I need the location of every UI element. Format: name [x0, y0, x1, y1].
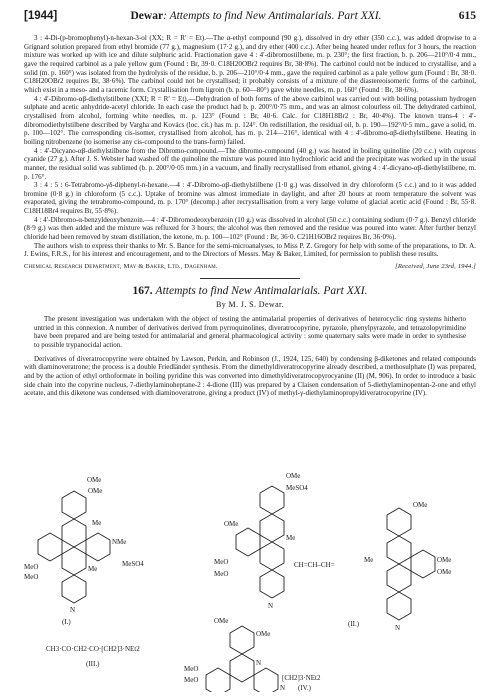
structure-I	[24, 476, 144, 626]
affiliation: Chemical Research Department, May & Baker, Ltd., Dagenham.	[24, 263, 218, 271]
byline: By M. J. S. Dewar.	[215, 300, 285, 310]
paragraph: 3 : 4 : 5 : 6-Tetrabromo-γδ-diphenyl-n-hexane.—4 : 4′-Dibromo-αβ-diethylstilbene (1·0 g.) was dissolved in dry chloroform (5 c.c.) and to it was added bromine (0·8 g.) in chloroform (5 c.c.). Uptake of bromine was almost immediate in daylight, and after 20 hours at room temperature the solvent was evaporated, giving the tetrabromo-compound, m. p. 170° (decomp.) after recrystallisation from a very large volume of glacial acetic acid (Found : Br, 55·8. C18H18Br4 requires Br, 55·8%).	[24, 181, 476, 216]
abstract	[34, 315, 466, 350]
structure-IV	[184, 617, 321, 692]
running-head-title	[66, 10, 446, 22]
meo-label: MeO	[24, 573, 39, 581]
ome-label: OMe	[88, 487, 103, 495]
ome-label: OMe	[214, 617, 229, 625]
running-head-year: [1944]	[24, 10, 58, 22]
section-divider	[200, 278, 300, 279]
ome-label: OMe	[87, 476, 102, 484]
n-label: N	[395, 624, 401, 632]
structure-II	[214, 472, 451, 632]
structure-label-II: (II.)	[348, 620, 360, 628]
meo-label: MeO	[24, 563, 39, 571]
me-label: Me	[364, 556, 374, 564]
side-chain-IV: [CH2]3·NEt2	[282, 674, 321, 682]
meo-label: MeO	[184, 676, 199, 684]
n-label: N	[70, 606, 76, 614]
meso4-label: MeSO4	[122, 560, 144, 568]
ome-label: OMe	[437, 568, 452, 576]
running-head	[24, 10, 476, 28]
meo-label: MeO	[214, 558, 229, 566]
acknowledgement-paragraph: The authors wish to express their thanks to Mr. S. Bance for the semi-microanalyses, to Miss P. Z. Gregory for help with some of the preparations, to Dr. A. J. Ewins, F.R.S., for his interest and encouragement, and to the Directors of Messrs. May & Baker, Limited, for permission to publish these results.	[24, 241, 476, 259]
n-label: N	[268, 602, 274, 610]
ome-label: OMe	[286, 472, 301, 480]
received-date: [Received, June 23rd, 1944.]	[395, 263, 476, 271]
chain-label: CH=CH–CH=	[294, 561, 335, 569]
me-label: Me	[88, 565, 98, 573]
experimental-section	[24, 34, 476, 259]
structure-label-III: (III.)	[86, 660, 100, 668]
n-label: N	[280, 684, 286, 692]
ome-label: OMe	[224, 520, 239, 528]
meso4-label: MeSO4	[286, 484, 308, 492]
ome-label: OMe	[437, 556, 452, 564]
affiliation-line	[24, 263, 476, 270]
nme-label: NMe	[112, 538, 127, 546]
intro-paragraph: Derivatives of diveratrocopyrine were obtained by Lawson, Perkin, and Robinson (J., 1924, 125, 640) by condensing β-diketones and related compounds with diaminoveratrone; the process is a double Friedländer synthesis. From the dimethyldiveratrocopyrine already described, a methosulphate (I) was prepared, and by the action of ethyl orthoformate in boiling pyridine this was converted into dimethyldiveratrocopyrocyanine (II) (M, 906). In order to introduce a basic side chain into the copyrine nucleus, 7-diethylaminoheptane-2 : 4-dione (III) was prepared by a Claisen condensation of 5-diethylaminopentan-2-one and ethyl acetate, and this diketone was condensed with diaminoveratrone, giving a product (IV) of methyl-γ-diethylaminopropyldiveratrocopyrine (IV).	[24, 354, 476, 398]
ome-label: OMe	[256, 630, 271, 638]
structures-svg	[24, 466, 476, 692]
meo-label: MeO	[184, 665, 199, 673]
chemical-structures	[24, 466, 476, 692]
journal-page	[24, 10, 476, 398]
meo-label: MeO	[214, 570, 229, 578]
structure-label-IV: (IV.)	[298, 684, 311, 692]
structure-label-I: (I.)	[62, 618, 71, 626]
formula-III: CH3·CO·CH2·CO·[CH2]3·NEt2	[46, 645, 140, 653]
page-number: 615	[458, 10, 476, 22]
me-label: Me	[92, 519, 102, 527]
structure-III	[46, 645, 140, 668]
running-head-author: Dewar	[130, 10, 164, 22]
n-label: N	[256, 659, 262, 667]
article-title	[24, 285, 476, 297]
paragraph: 4 : 4′-Dicyano-αβ-diethylstilbene from the Dibromo-compound.—The dibromo-compound (40 g.) was heated in boiling quinoline (20 c.c.) with cuprous cyanide (27 g.). After J. S. Webster had washed off the quinoline the mixture was poured into hydrochloric acid and the precipitate was worked up in the usual manner, the residual solid was sublimed (b. p. 200°/0·05 mm.) in a vacuum, and finally recrystallised from ethanol, giving 4 : 4′-dicyano-αβ-diethylstilbene, m. p. 176°.	[24, 146, 476, 181]
main-text	[24, 355, 476, 398]
me-label: Me	[286, 534, 296, 542]
paragraph: 4 : 4′-Dibromo-αβ-diethylstilbene (XXI; R = R′ = Et).—Dehydration of both forms of the above carbinol was carried out with boiling potassium hydrogen sulphate and acetic anhydride-acetyl chloride. In each case the product had b. p. 200°/0·75 mm., and was an almost colourless oil. The dehydrated carbinol, crystallised from alcohol, forming white needles, m. p. 123° (Found : Br, 40·6. Calc. for C18H18Br2 : Br, 40·4%). The known trans-4 : 4′-dibromodiethylstilbene described by Vargha and Kovács (loc. cit.) has m. p. 124°. On redistillation, the residual oil, b. p. 190—192°/0·5 mm., gave a solid, m. p. 100—102°. The corresponding cis-isomer, crystallised from alcohol, has m. p. 214—216°, identical with 4 : 4′-dibromo-αβ-diethylstilbene. Heating in boiling nitrobenzene (to isomerise any cis-compound to the trans-form) failed.	[24, 94, 476, 146]
article-number: 167.	[132, 285, 153, 298]
article-title-text: Attempts to find New Antimalarials. Part XXI.	[155, 285, 368, 298]
running-head-title-text: : Attempts to find New Antimalarials. Part XXI.	[163, 10, 382, 22]
paragraph: 3 : 4-Di-(p-bromophenyl)-n-hexan-3-ol (XX; R = R′ = Et).—The α-ethyl compound (90 g.), dissolved in dry ether (350 c.c.), was added dropwise to a Grignard solution prepared from ethyl bromide (77 g.), magnesium (17·2 g.), and dry ether (400 c.c.). After being heated under reflux for 3 hours, the reaction mixture was worked up with ice and dilute sulphuric acid. Fractionation gave 4 : 4′-dibromostilbene, m. p. 230°; the first fraction, b. p. 206—210°/0·4 mm., gave the required carbinol as a pale yellow gum (Found : Br, 39·0. C18H20OBr2 requires Br, 38·8%). The carbinol could not be induced to crystallise, and a solid (m. p. 160°) was isolated from the hydrolysis of the residue, b. p. 206—210°/0·4 mm., gave the required carbinol as a pale yellow gum (Found : Br, 38·0. C18H20OBr2 requires Br, 38·6%). The carbinol could not be crystallised; it probably consists of a mixture of the diastereoisomeric forms of the carbinol, which exist in a meso- and a racemic form. Crystallisation from ligroin (b. p. 60—80°) gave white needles, m. p. 160° (Found : Br, 38·6%).	[24, 34, 476, 94]
paragraph: 4 : 4′-Dibromo-α-benzyldeoxybenzoin.—4 : 4′-Dibromodeoxybenzoin (10 g.) was dissolved in alcohol (50 c.c.) containing sodium (0·7 g.). Benzyl chloride (8·9 g.) was then added and the mixture was refluxed for 3 hours; the alcohol was then removed and the residue was poured into water. After further benzyl chloride had been removed by steam distillation, the ketone, m. p. 100—102° (Found : Br, 36·0. C21H16OBr2 requires Br, 36·0%).	[24, 215, 476, 242]
ome-label: OMe	[413, 501, 428, 509]
abstract-text: The present investigation was undertaken with the object of testing the antimalarial properties of derivatives of heterocyclic ring systems hitherto untried in this connexion. A number of derivatives derived from pyrroquinolines, diveratrocopyrine, pyrazole, phenylpyrazole, and tetrazolopyrimidine have been prepared and are being tested for antimalarial and general pharmacological activity : some quaternary salts were made in order to synthesise to possible trypanocidal action.	[34, 315, 466, 350]
